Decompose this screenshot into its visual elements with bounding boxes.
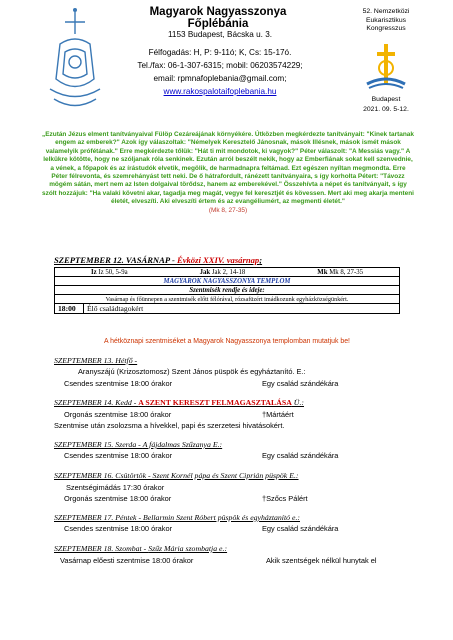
day-heading-tue	[54, 398, 304, 407]
day-wed-mass: Csendes szentmise 18:00 órakor	[64, 451, 173, 460]
day-heading-mon-text: SZEPTEMBER 13. Hétfő -	[54, 356, 138, 365]
sunday-date: SZEPTEMBER 12. VASÁRNAP -	[54, 255, 177, 265]
day-heading-sat	[54, 544, 227, 553]
parish-logo	[40, 4, 110, 114]
congress-dates: 2021. 09. 5-12.	[363, 106, 409, 113]
day-fri-intention: Egy család szándékára	[262, 524, 339, 533]
day-tue-note: Szentmise után zsolozsma a hívekkel, papi és szerzetesi hivatásokért.	[54, 421, 285, 430]
phone-line: Tel./fax: 06-1-307-6315; mobil: 06203574229;	[137, 61, 303, 70]
gospel-text: „Ezután Jézus elment tanítványaival Fülöp Cezáreájának környékére. Útközben megkérdezte tanítványait: "Kinek tartanak engem az emberek?" Azok így válaszoltak: "Némelyek Keresztelő Jánosnak, mások Illésnek, mások ismét mások valamelyik prófétának." Erre megkérdezte tőlük: "Hát ti mit mondotok, ki vagyok?" Péter válaszolt: "A Messiás vagy." A lelkükre kötötte, hogy ne szóljanak róla senkinek. Ezután arról beszélt nekik, hogy az Emberfiának sokat kell szenvednie, a vének, a főpapok és az írástudók elvetik, megölik, de harmadnapra feltámad. Ezt egészen nyíltan megmondta. Erre Péter félrevonta, és szemrehányást tett neki. De ő hátrafordult, ránézett tanítványaira, s így korholta Pétert: "Távozz mögém sátán, mert nem az Isten dolgaival törődsz, hanem az emberekével." Összehívta a népet és tanítványait, s így szólt hozzájuk: "Ha valaki követni akar, tagadja meg magát, vegye fel keresztjét és kövessen. Mert aki meg akarja menteni életét, elveszíti. Aki elveszíti értem és az evangéliumért, az megmenti életét."	[42, 131, 414, 206]
day-heading-wed	[54, 440, 222, 449]
day-mon-mass: Csendes szentmise 18:00 órakor	[64, 379, 173, 388]
congress-line3: Kongresszus	[366, 25, 406, 32]
congress-city: Budapest	[371, 96, 401, 103]
gospel-passage	[42, 131, 414, 215]
day-mon-feast: Aranyszájú (Krizosztomosz) Szent János püspök és egyháztanító. E.:	[78, 367, 306, 376]
day-heading-tue-feast: A SZENT KERESZT FELMAGASZTALÁSA	[138, 398, 292, 407]
day-tue-mass: Orgonás szentmise 18:00 órakor	[64, 410, 172, 419]
sunday-feast: Évközi XXIV. vasárnap	[176, 255, 260, 265]
day-thu-adoration: Szentségimádás 17:30 órakor	[66, 483, 165, 492]
sunday-feast-tail: ;	[259, 255, 263, 265]
reading-2: Jak Jak 2, 14-18	[199, 268, 246, 276]
reading-1-ref: Iz 50, 5-9a	[98, 268, 128, 276]
church-name: MAGYAROK NAGYASSZONYA TEMPLOM	[55, 277, 400, 286]
day-heading-sat-text: SZEPTEMBER 18. Szombat -	[54, 544, 149, 553]
day-heading-thu-tail: Szent Kornél pápa és Szent Ciprián püspök E.:	[152, 471, 299, 480]
day-heading-thu-text: SZEPTEMBER 16. Csütörtök -	[54, 471, 153, 480]
day-sat-mass	[60, 556, 193, 565]
congress-line1: 52. Nemzetközi	[362, 8, 410, 15]
day-heading-tue-text: SZEPTEMBER 14. Kedd -	[54, 398, 139, 407]
schedule-title: Szentmisék rendje és ideje:	[55, 286, 400, 295]
rosary-note: Vasárnap és főünnepen a szentmisék előtt félórával, rózsafüzért imádkozunk egyházközségünkért.	[55, 295, 400, 304]
day-heading-fri-text: SZEPTEMBER 17. Péntek -	[54, 513, 143, 522]
parish-address: 1153 Budapest, Bácska u. 3.	[167, 30, 273, 39]
congress-logo	[363, 40, 409, 90]
office-hours: Félfogadás: H, P: 9-11ó; K, Cs: 15-17ó.	[148, 48, 292, 57]
day-heading-thu	[54, 471, 299, 480]
day-heading-fri-tail: Bellarmin Szent Róbert püspök és egyháztanító e.:	[143, 513, 300, 522]
day-heading-fri	[54, 513, 300, 522]
mass-time: 18:00	[55, 304, 84, 314]
website-link[interactable]: www.rakospalotaifoplebania.hu	[163, 87, 277, 96]
reading-2-ref: Jak 2, 14-18	[211, 268, 246, 276]
day-heading-wed-text: SZEPTEMBER 15. Szerda -	[54, 440, 143, 449]
day-tue-intention: †Mártáért	[262, 410, 294, 419]
sunday-table	[54, 267, 400, 314]
readings-row	[55, 268, 400, 277]
day-heading-mon	[54, 356, 137, 365]
sunday-heading	[54, 255, 262, 265]
day-heading-tue-tail: Ü.:	[291, 398, 304, 407]
day-sat-intention: Akik szentségek nélkül hunytak el	[266, 556, 377, 565]
day-heading-sat-tail: Szűz Mária szombatja e.:	[148, 544, 228, 553]
reading-1: Iz Iz 50, 5-9a	[90, 268, 128, 276]
reading-3-ref: Mk 8, 27-35	[329, 268, 363, 276]
day-mon-intention: Egy család szándékára	[262, 379, 339, 388]
day-thu-intention: †Szőcs Pálért	[262, 494, 308, 503]
email-line: email: rpmnafoplebania@gmail.com;	[153, 74, 287, 83]
parish-title: Magyarok Nagyasszonya Főplébánia	[149, 6, 287, 30]
mass-intention: Élő családtagokért	[84, 304, 400, 314]
day-fri-mass: Csendes szentmise 18:00 órakor	[64, 524, 173, 533]
gospel-reference: (Mk 8, 27-35)	[208, 206, 248, 214]
reading-3: Mk Mk 8, 27-35	[317, 268, 363, 276]
day-wed-intention: Egy család szándékára	[262, 451, 339, 460]
congress-line2: Eukarisztikus	[365, 16, 407, 24]
day-sat-mass-text: Vasárnap előesti szentmise 18:00 órakor	[60, 556, 194, 565]
day-thu-mass: Orgonás szentmise 18:00 órakor	[64, 494, 172, 503]
day-heading-wed-tail: A fájdalmas Szűzanya E.:	[142, 440, 223, 449]
weekday-notice: A hétköznapi szentmiséket a Magyarok Nagyasszonya templomban mutatjuk be!	[104, 338, 350, 345]
congress-info	[340, 8, 432, 34]
